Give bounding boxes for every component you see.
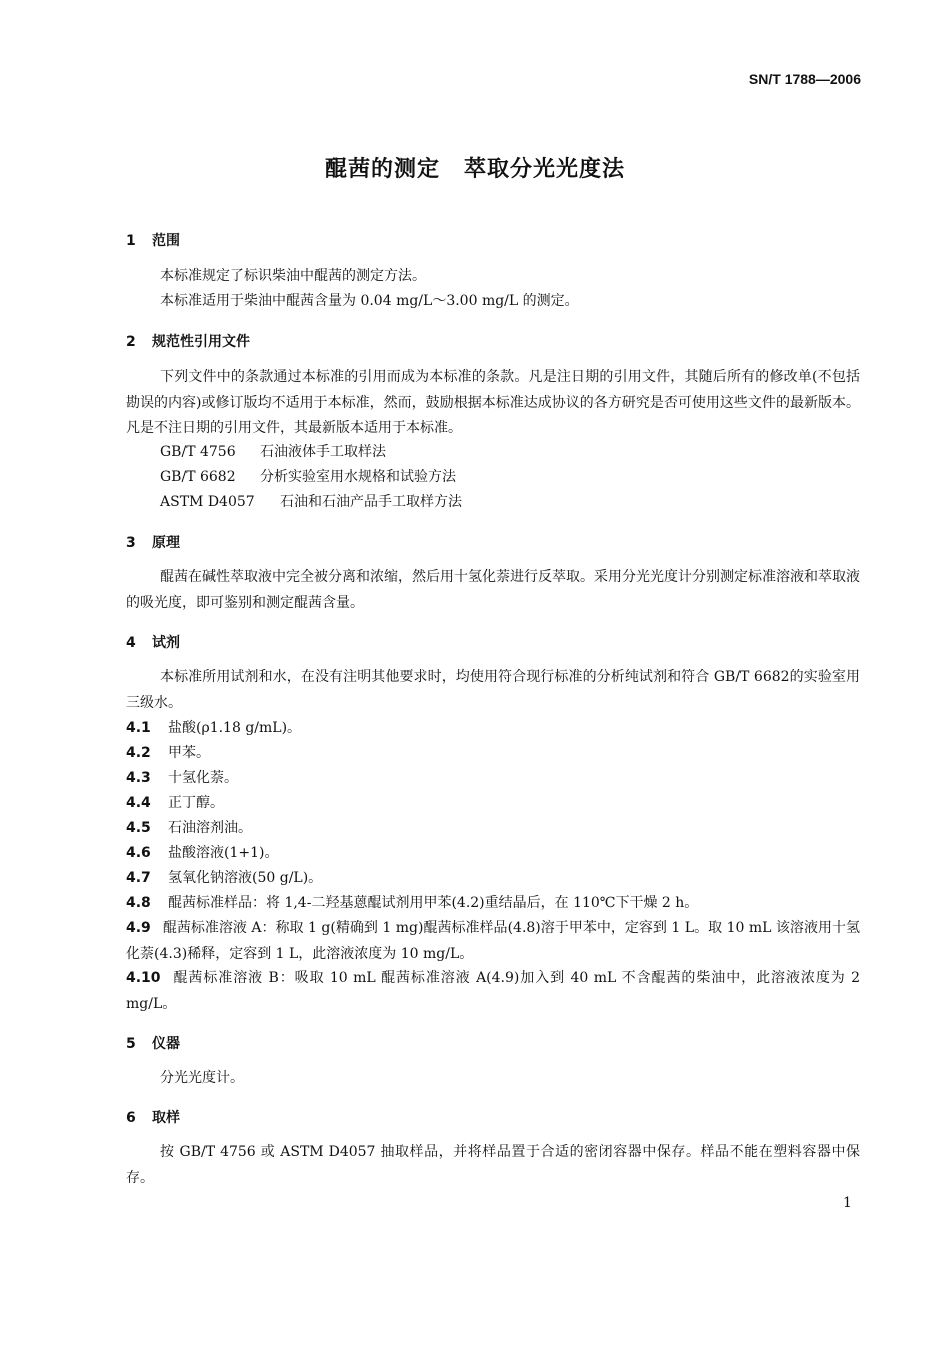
section-title: 仪器 (152, 1036, 180, 1052)
reference-name: 分析实验室用水规格和试验方法 (260, 469, 456, 485)
item-text: 甲苯。 (168, 745, 210, 761)
normative-references-paragraph: 下列文件中的条款通过本标准的引用而成为本标准的条款。凡是注日期的引用文件，其随后所有的修改单(不包括勘误的内容)或修订版均不适用于本标准，然而，鼓励根据本标准达成协议的各方研究是否可使用这些文件的最新版本。凡是不注日期的引用文件，其最新版本适用于本标准。 (126, 369, 860, 436)
scope-line-1: 本标准规定了标识柴油中醌茜的测定方法。 (160, 268, 426, 284)
reference-code: GB/T 4756 (160, 444, 236, 460)
section-heading-4 (126, 632, 180, 652)
section-heading-5 (126, 1033, 180, 1053)
item-number: 4.5 (126, 820, 151, 836)
section-heading-1 (126, 230, 180, 250)
reagents-paragraph: 本标准所用试剂和水，在没有注明其他要求时，均使用符合现行标准的分析纯试剂和符合 GB/T 6682的实验室用三级水。 (126, 669, 860, 711)
section-number: 5 (126, 1036, 136, 1052)
reference-code: GB/T 6682 (160, 469, 236, 485)
reagent-item (126, 966, 860, 1017)
section-title: 试剂 (152, 635, 180, 651)
item-number: 4.10 (126, 970, 161, 986)
item-text: 盐酸(ρ1.18 g/mL)。 (168, 720, 302, 736)
title-part-1: 醌茜的测定 (324, 157, 440, 182)
reagent-item (126, 791, 224, 817)
section-number: 4 (126, 635, 136, 651)
reference-item (160, 440, 386, 466)
reference-item (160, 465, 456, 491)
apparatus-line: 分光光度计。 (160, 1070, 244, 1086)
reagent-item (126, 766, 238, 792)
item-text: 盐酸溶液(1+1)。 (168, 845, 279, 861)
section-title: 规范性引用文件 (152, 334, 250, 350)
section-title: 范围 (152, 233, 180, 249)
reagent-item (126, 891, 698, 917)
reagent-item (126, 916, 860, 967)
section-number: 6 (126, 1110, 136, 1126)
item-number: 4.9 (126, 920, 151, 936)
reagent-item (126, 866, 322, 892)
section-number: 2 (126, 334, 136, 350)
item-number: 4.1 (126, 720, 151, 736)
reagent-item (126, 841, 278, 867)
section-heading-2 (126, 331, 250, 351)
section-heading-6 (126, 1107, 180, 1127)
title-part-2: 萃取分光光度法 (464, 157, 626, 182)
item-text: 醌茜标准溶液 B：吸取 10 mL 醌茜标准溶液 A(4.9)加入到 40 mL 不含醌茜的柴油中，此溶液浓度为 2 mg/L。 (126, 970, 860, 1012)
standard-code: SN/T 1788—2006 (748, 71, 861, 87)
item-number: 4.2 (126, 745, 151, 761)
principle-paragraph: 醌茜在碱性萃取液中完全被分离和浓缩，然后用十氢化萘进行反萃取。采用分光光度计分别测定标准溶液和萃取液的吸光度，即可鉴别和测定醌茜含量。 (126, 569, 860, 611)
reagent-item (126, 741, 210, 767)
item-text: 十氢化萘。 (168, 770, 238, 786)
item-number: 4.4 (126, 795, 151, 811)
reference-name: 石油和石油产品手工取样方法 (280, 494, 462, 510)
item-text: 石油溶剂油。 (168, 820, 252, 836)
item-number: 4.8 (126, 895, 151, 911)
section-heading-3 (126, 532, 180, 552)
reagent-item (126, 816, 252, 842)
document-title (0, 152, 950, 183)
page-number: 1 (843, 1195, 852, 1211)
reagent-item (126, 716, 301, 742)
reference-code: ASTM D4057 (160, 494, 255, 510)
section-number: 1 (126, 233, 136, 249)
section-title: 取样 (152, 1110, 180, 1126)
reference-item (160, 490, 462, 516)
sampling-paragraph: 按 GB/T 4756 或 ASTM D4057 抽取样品，并将样品置于合适的密闭容器中保存。样品不能在塑料容器中保存。 (126, 1144, 860, 1186)
item-number: 4.7 (126, 870, 151, 886)
item-text: 醌茜标准样品：将 1,4-二羟基蒽醌试剂用甲苯(4.2)重结晶后，在 110℃下干燥 2 h。 (168, 895, 699, 911)
section-title: 原理 (152, 535, 180, 551)
item-number: 4.6 (126, 845, 151, 861)
reference-name: 石油液体手工取样法 (260, 444, 386, 460)
item-text: 醌茜标准溶液 A：称取 1 g(精确到 1 mg)醌茜标准样品(4.8)溶于甲苯中，定容到 1 L。取 10 mL 该溶液用十氢化萘(4.3)稀释，定容到 1 L，此溶液浓度为 10 mg/L。 (126, 920, 860, 962)
item-number: 4.3 (126, 770, 151, 786)
section-number: 3 (126, 535, 136, 551)
item-text: 正丁醇。 (168, 795, 224, 811)
scope-line-2: 本标准适用于柴油中醌茜含量为 0.04 mg/L～3.00 mg/L 的测定。 (160, 293, 579, 309)
item-text: 氢氧化钠溶液(50 g/L)。 (168, 870, 323, 886)
